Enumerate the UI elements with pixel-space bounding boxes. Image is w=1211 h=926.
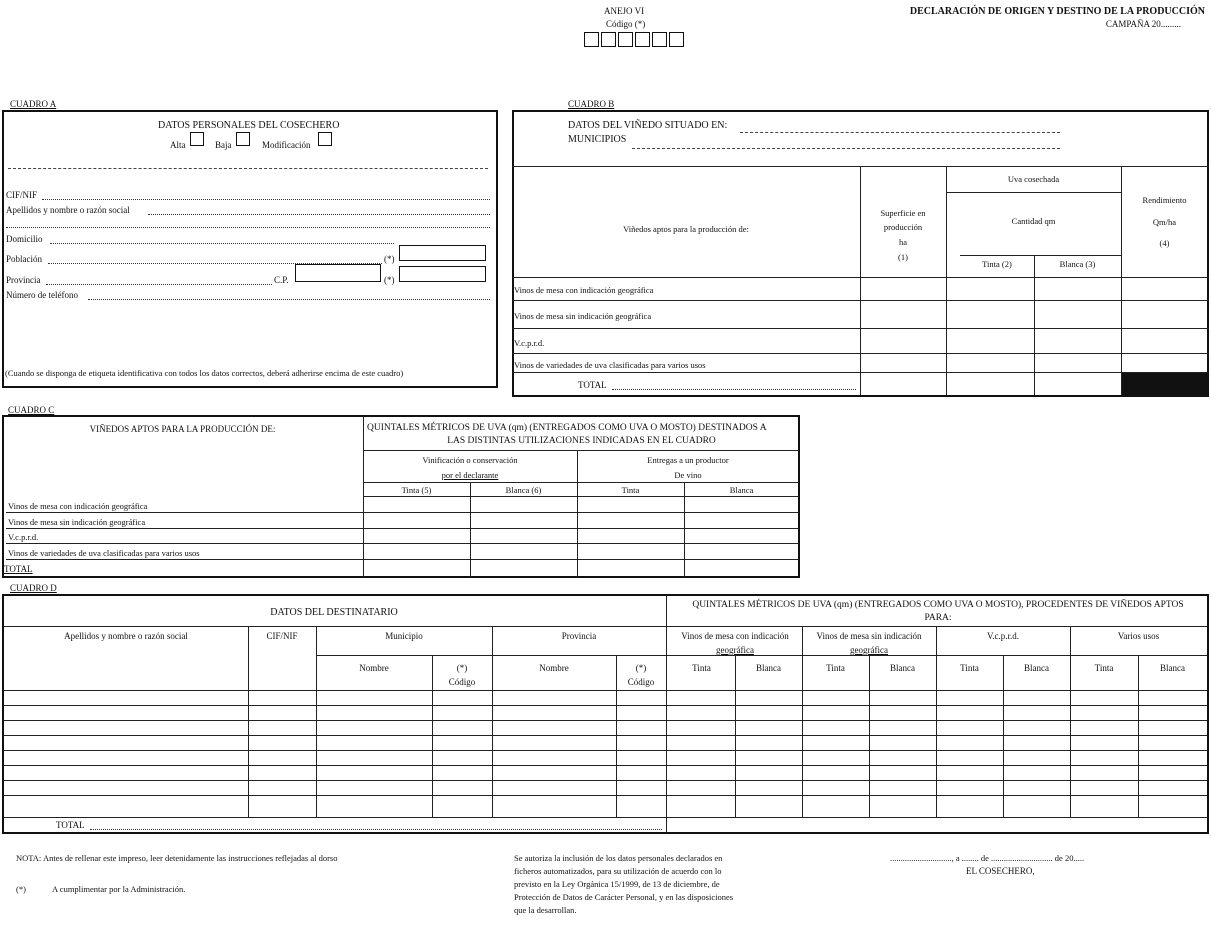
vinedos-aptos-header: VIÑEDOS APTOS PARA LA PRODUCCIÓN DE: <box>89 424 276 434</box>
col-rendimiento-3: (4) <box>1159 238 1170 248</box>
table-row[interactable] <box>4 780 1207 781</box>
table-row[interactable] <box>4 765 1207 766</box>
row-line <box>363 496 799 497</box>
table-row[interactable] <box>4 735 1207 736</box>
col-line <box>248 626 249 817</box>
col-uva-cosechada: Uva cosechada <box>1007 174 1060 184</box>
apellidos-field-2[interactable] <box>6 227 490 228</box>
col-line <box>1138 655 1139 817</box>
row-line <box>512 300 1209 301</box>
total-label: TOTAL <box>56 820 85 830</box>
anexo-label: ANEJO VI <box>604 6 645 16</box>
apellidos-field[interactable] <box>148 214 490 215</box>
table-row[interactable] <box>4 720 1207 721</box>
row-line <box>6 543 799 544</box>
municipios-field[interactable] <box>632 148 1060 149</box>
municipio-header: Municipio <box>385 631 423 641</box>
total-label: TOTAL <box>4 564 33 574</box>
provincia-asterisk: (*) <box>384 275 395 285</box>
total-field[interactable] <box>90 829 662 830</box>
ast-mark: (*) <box>16 884 26 894</box>
fecha-line[interactable]: ............................., a ........ de ............................. de 20..... <box>890 853 1085 863</box>
datos-vinedo-field[interactable] <box>740 132 1060 133</box>
provincia-code-box[interactable] <box>399 266 486 282</box>
qm-procedentes-1: QUINTALES MÉTRICOS DE UVA (qm) (ENTREGADOS COMO UVA O MOSTO), PROCEDENTES DE VIÑEDOS APTOS <box>692 600 1184 610</box>
row-line <box>4 626 1207 627</box>
col-vinedos-header: Viñedos aptos para la producción de: <box>623 223 749 234</box>
cuadro-c-label: CUADRO C <box>8 405 55 415</box>
row-line <box>512 372 1209 373</box>
cp-box[interactable] <box>295 264 381 282</box>
separator <box>8 168 488 169</box>
qm-procedentes-2: PARA: <box>924 613 952 623</box>
col-superficie-1: Superficie en <box>880 208 926 218</box>
codigo-box-6[interactable] <box>669 32 684 47</box>
nota-text: NOTA: Antes de rellenar este impreso, leer detenidamente las instrucciones reflejadas al dorso <box>16 853 338 863</box>
blanca-header: Blanca <box>1160 663 1185 673</box>
col-rendimiento-1: Rendimiento <box>1142 195 1187 205</box>
row-line <box>6 528 799 529</box>
table-row[interactable] <box>4 750 1207 751</box>
poblacion-code-box[interactable] <box>399 245 486 261</box>
row-label: Vinos de variedades de uva clasificadas para varios usos <box>514 360 706 370</box>
autoriza-line-1: Se autoriza la inclusión de los datos personales declarados en <box>514 853 723 863</box>
col-superficie-3: ha <box>898 237 908 247</box>
col-superficie-4: (1) <box>898 252 908 262</box>
row-label: Vinos de mesa sin indicación geográfica <box>8 517 146 527</box>
total-label: TOTAL <box>578 380 607 390</box>
entregas-2: De vino <box>674 470 702 480</box>
row-label: Vinos de mesa con indicación geográfica <box>8 501 148 511</box>
blanca-header: Blanca <box>890 663 915 673</box>
col-tinta: Tinta (2) <box>982 259 1012 269</box>
col-blanca: Blanca (3) <box>1059 259 1096 269</box>
codigo-box-5[interactable] <box>652 32 667 47</box>
vinificacion-1: Vinificación o conservación <box>422 455 518 465</box>
tinta5-header: Tinta (5) <box>401 485 432 495</box>
row-line <box>512 328 1209 329</box>
cuadro-d-label: CUADRO D <box>10 583 57 593</box>
codigo-box-1[interactable] <box>584 32 599 47</box>
ast-text: A cumplimentar por la Administración. <box>52 884 186 894</box>
modificacion-label: Modificación <box>262 140 311 150</box>
con-ig-header-2: geográfica <box>716 645 754 655</box>
col-cantidad: Cantidad qm <box>1011 216 1056 226</box>
vcprd-header: V.c.p.r.d. <box>986 631 1020 641</box>
col-line <box>1003 655 1004 817</box>
municipio-ast: (*) <box>456 663 468 673</box>
blanca-header: Blanca <box>756 663 781 673</box>
domicilio-label: Domicilio <box>6 234 43 244</box>
codigo-label: Código (*) <box>606 19 646 29</box>
baja-checkbox[interactable] <box>236 132 250 146</box>
vinificacion-2: por el declarante <box>441 470 499 480</box>
document-title: DECLARACIÓN DE ORIGEN Y DESTINO DE LA PRODUCCIÓN <box>909 6 1205 17</box>
apellidos-header: Apellidos y nombre o razón social <box>64 631 188 641</box>
varios-usos-header: Varios usos <box>1117 631 1160 641</box>
tinta-header: Tinta <box>621 485 640 495</box>
col-line <box>869 655 870 817</box>
tinta-header: Tinta <box>1094 663 1114 673</box>
qm-header-1: QUINTALES MÉTRICOS DE UVA (qm) (ENTREGADOS COMO UVA O MOSTO) DESTINADOS A <box>367 423 767 433</box>
entregas-1: Entregas a un productor <box>647 455 729 465</box>
cp-label: C.P. <box>274 275 289 285</box>
sin-ig-header-2: geográfica <box>850 645 888 655</box>
blanca6-header: Blanca (6) <box>505 485 542 495</box>
row-label: V.c.p.r.d. <box>514 338 545 348</box>
cuadro-a-title: DATOS PERSONALES DEL COSECHERO <box>158 120 340 131</box>
provincia-nombre-header: Nombre <box>539 663 569 673</box>
provincia-ast: (*) <box>635 663 647 673</box>
col-line <box>1034 255 1035 395</box>
cif-field[interactable] <box>42 199 490 200</box>
tinta-header: Tinta <box>826 663 845 673</box>
cuadro-b-label: CUADRO B <box>568 99 615 109</box>
campana-label: CAMPAÑA 20......... <box>1105 19 1181 29</box>
row-label: Vinos de variedades de uva clasificadas para varios usos <box>8 548 200 558</box>
provincia-label: Provincia <box>6 275 41 285</box>
row-label: Vinos de mesa con indicación geográfica <box>514 285 654 295</box>
col-line <box>946 166 947 395</box>
col-line <box>860 166 861 395</box>
row-line <box>512 277 1209 278</box>
autoriza-line-5: que la desarrollan. <box>514 905 577 915</box>
sin-ig-header-1: Vinos de mesa sin indicación <box>816 631 922 641</box>
etiqueta-note: (Cuando se disponga de etiqueta identificativa con todos los datos correctos, deberá adherirse encima de este cuadro) <box>5 368 404 378</box>
row-line <box>512 353 1209 354</box>
row-line <box>316 655 1207 656</box>
destinatario-header: DATOS DEL DESTINATARIO <box>270 607 398 618</box>
row-label: V.c.p.r.d. <box>8 532 39 542</box>
col-superficie-2: producción <box>883 222 923 232</box>
table-row[interactable] <box>4 705 1207 706</box>
tinta-header: Tinta <box>692 663 711 673</box>
poblacion-label: Población <box>6 254 42 264</box>
cuadro-a-label: CUADRO A <box>10 99 57 109</box>
qm-header-2: LAS DISTINTAS UTILIZACIONES INDICADAS EN EL CUADRO <box>447 436 716 446</box>
row-line <box>6 512 799 513</box>
row-label: Vinos de mesa sin indicación geográfica <box>514 311 652 321</box>
telefono-label: Número de teléfono <box>6 290 78 300</box>
cuadro-d-box <box>2 594 1209 834</box>
municipio-nombre-header: Nombre <box>359 663 389 673</box>
autoriza-line-3: previsto en la Ley Orgánica 15/1999, de 13 de diciembre, de <box>514 879 720 889</box>
baja-label: Baja <box>215 140 232 150</box>
blanca-header: Blanca <box>729 485 754 495</box>
table-row[interactable] <box>4 817 1207 818</box>
provincia-field[interactable] <box>46 284 272 285</box>
provincia-codigo-header: Código <box>627 677 655 687</box>
alta-label: Alta <box>170 140 186 150</box>
blanca-header: Blanca <box>1024 663 1049 673</box>
municipios-label: MUNICIPIOS <box>568 134 627 145</box>
autoriza-line-2: ficheros automatizados, para su utilización de acuerdo con lo <box>514 866 722 876</box>
tinta-header: Tinta <box>960 663 979 673</box>
con-ig-header-1: Vinos de mesa con indicación <box>681 631 789 641</box>
row-line <box>6 559 799 560</box>
row-line <box>946 192 1121 193</box>
poblacion-asterisk: (*) <box>384 254 395 264</box>
total-field[interactable] <box>612 389 856 390</box>
table-row[interactable] <box>4 690 1207 691</box>
col-rendimiento-2: Qm/ha <box>1152 217 1177 227</box>
telefono-field[interactable] <box>88 299 490 300</box>
datos-vinedo-label: DATOS DEL VIÑEDO SITUADO EN: <box>568 120 728 131</box>
col-line <box>735 655 736 817</box>
alta-checkbox[interactable] <box>190 132 204 146</box>
row-line <box>363 482 799 483</box>
col-line <box>666 595 667 833</box>
codigo-box-3[interactable] <box>618 32 633 47</box>
apellidos-label: Apellidos y nombre o razón social <box>6 205 130 215</box>
autoriza-line-4: Protección de Datos de Carácter Personal, y en las disposiciones <box>514 892 734 902</box>
table-row[interactable] <box>4 795 1207 796</box>
row-line <box>960 255 1121 256</box>
cif-label: CIF/NIF <box>6 190 38 200</box>
modificacion-checkbox[interactable] <box>318 132 332 146</box>
codigo-box-4[interactable] <box>635 32 650 47</box>
cif-header: CIF/NIF <box>266 631 298 641</box>
municipio-codigo-header: Código <box>448 677 476 687</box>
domicilio-field[interactable] <box>50 243 394 244</box>
row-line <box>363 450 799 451</box>
codigo-box-2[interactable] <box>601 32 616 47</box>
blocked-cell <box>1122 373 1208 395</box>
cosechero-signature-label: EL COSECHERO, <box>966 866 1035 876</box>
provincia-header: Provincia <box>561 631 597 641</box>
